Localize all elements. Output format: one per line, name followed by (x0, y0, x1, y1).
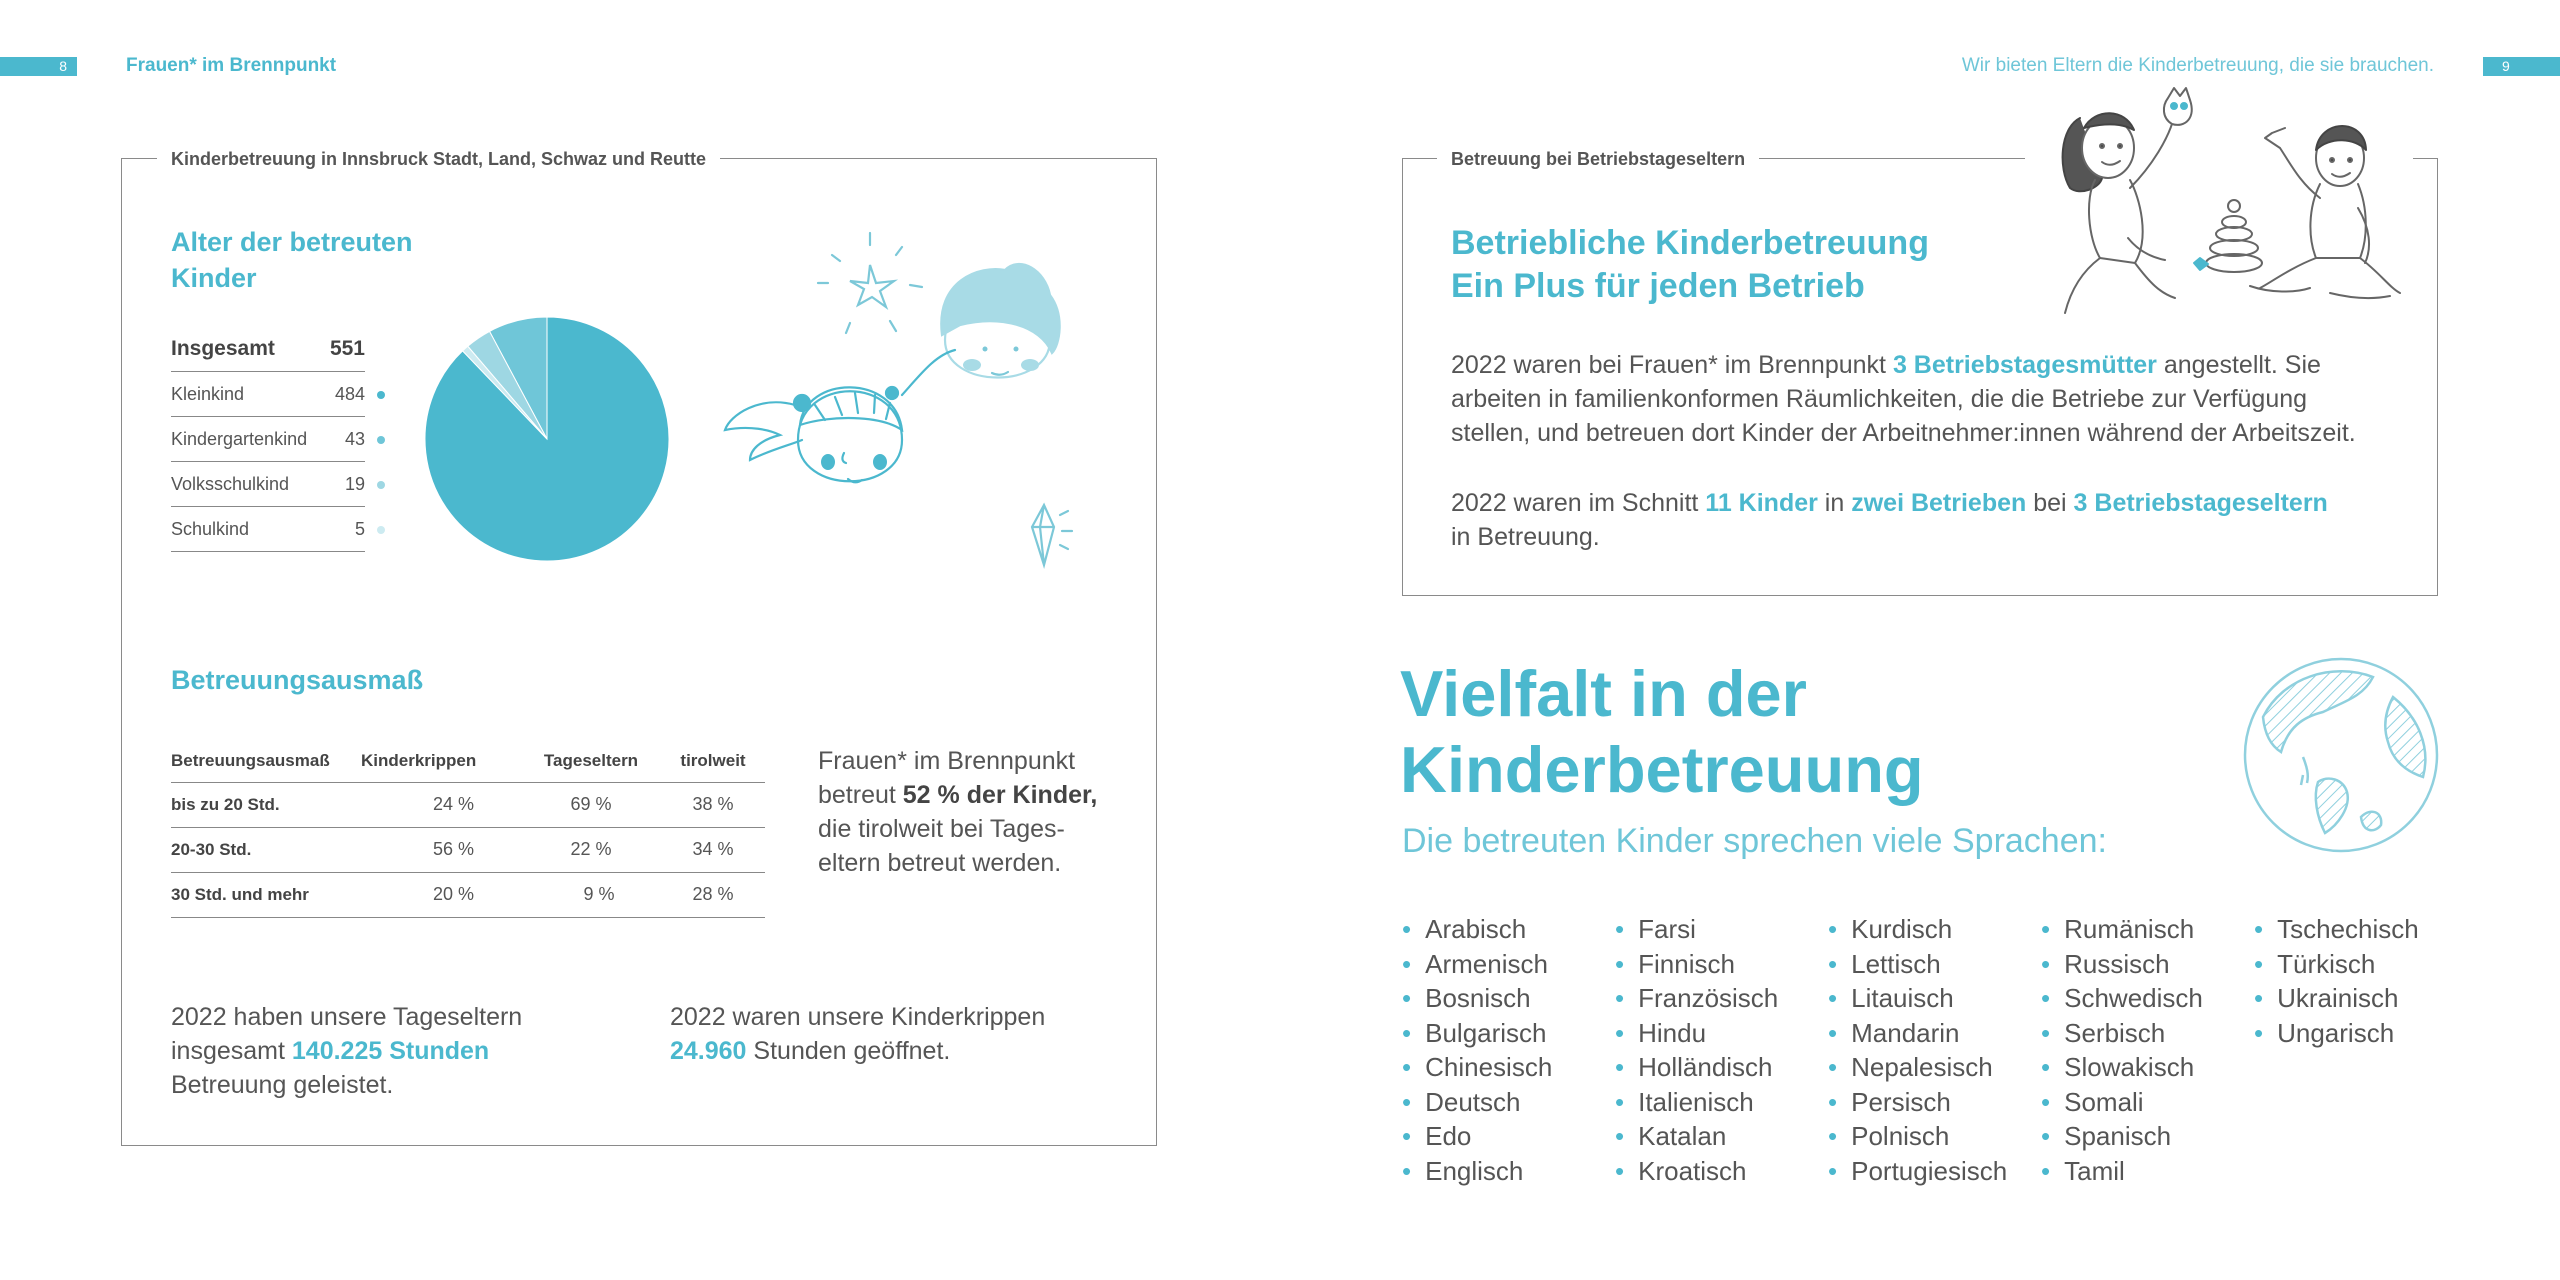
table-cell: 24 % (361, 782, 521, 827)
table-header: Tageseltern (521, 740, 661, 782)
kids-playing-illustration (2040, 88, 2420, 348)
language-item: • Bulgarisch (1402, 1016, 1552, 1051)
children-illustration (720, 225, 1120, 595)
age-value: 5 (354, 519, 365, 539)
language-item: • Polnisch (1828, 1119, 2007, 1154)
language-item: • Bosnisch (1402, 981, 1552, 1016)
age-row (171, 507, 365, 552)
language-item: • Tamil (2041, 1154, 2203, 1189)
age-value: 484 (334, 384, 365, 404)
side-note: Frauen* im Brennpunkt betreut 52 % der Kinder, die tirolweit bei Tages- eltern betreut werden. (818, 747, 1098, 877)
language-item: • Spanisch (2041, 1119, 2203, 1154)
language-item: • Kroatisch (1615, 1154, 1778, 1189)
language-item: • Rumänisch (2041, 912, 2203, 947)
language-item: • Arabisch (1402, 912, 1552, 947)
stat-krippen: 2022 waren unsere Kinderkrippen 24.960 Stunden geöffnet. (670, 1003, 1046, 1065)
language-item: • Kurdisch (1828, 912, 2007, 947)
stat-tageseltern: 2022 haben unsere Tageseltern insgesamt 140.225 Stunden Betreuung geleistet. (171, 1003, 523, 1099)
page-number-right: 9 (2483, 57, 2560, 76)
age-row (171, 417, 365, 462)
age-label: Kleinkind (171, 384, 245, 404)
table-cell: 22 % (521, 827, 661, 872)
age-value: 43 (344, 429, 365, 449)
betrieb-para-1: 2022 waren bei Frauen* im Brennpunkt 3 Betriebstagesmütter angestellt. Sie arbeiten in familienkonformen Räumlichkeiten, die die Betriebe zur Verfügung stellen, und betreuen dort Kinder der Arbeitnehmer:innen während der Arbeitszeit. (1451, 351, 2356, 447)
age-label: Volksschulkind (171, 474, 290, 494)
vielfalt-subtitle: Die betreuten Kinder sprechen viele Sprachen: (1402, 822, 2107, 860)
childcare-frame-title: Kinderbetreuung in Innsbruck Stadt, Land, Schwaz und Reutte (157, 148, 720, 170)
star-icon (850, 265, 894, 307)
legend-dot (377, 391, 385, 399)
language-item: • Farsi (1615, 912, 1778, 947)
betrieb-heading: Betriebliche Kinderbetreuung Ein Plus für jeden Betrieb (1451, 224, 1929, 305)
language-item: • Russisch (2041, 947, 2203, 982)
table-cell: 38 % (661, 782, 765, 827)
language-column (2254, 912, 2419, 1050)
language-item: • Französisch (1615, 981, 1778, 1016)
language-column (1615, 912, 1778, 1188)
vielfalt-title: Vielfalt in der Kinderbetreuung (1400, 657, 1924, 806)
table-row (171, 782, 765, 827)
age-label: Kindergartenkind (171, 429, 308, 449)
table-cell: 34 % (661, 827, 765, 872)
language-item: • Nepalesisch (1828, 1050, 2007, 1085)
legend-dot (377, 436, 385, 444)
legend-dot (377, 526, 385, 534)
language-item: • Serbisch (2041, 1016, 2203, 1051)
language-item: • Litauisch (1828, 981, 2007, 1016)
betreuung-heading: Betreuungsausmaß (171, 665, 424, 695)
table-header: Kinderkrippen (361, 740, 521, 782)
language-item: • Hindu (1615, 1016, 1778, 1051)
age-label: Schulkind (171, 519, 250, 539)
language-item: • Portugiesisch (1828, 1154, 2007, 1189)
age-heading: Alter der betreuten Kinder (171, 227, 413, 293)
table-header: tirolweit (661, 740, 765, 782)
language-item: • Chinesisch (1402, 1050, 1552, 1085)
language-column (2041, 912, 2203, 1188)
table-cell: 30 Std. und mehr (171, 872, 361, 917)
language-item: • Armenisch (1402, 947, 1552, 982)
language-item: • Lettisch (1828, 947, 2007, 982)
language-item: • Somali (2041, 1085, 2203, 1120)
age-total-row (171, 334, 365, 372)
language-item: • Ukrainisch (2254, 981, 2419, 1016)
language-item: • Holländisch (1615, 1050, 1778, 1085)
language-item: • Italienisch (1615, 1085, 1778, 1120)
running-header-left: Frauen* im Brennpunkt (126, 55, 337, 76)
table-cell: 28 % (661, 872, 765, 917)
language-item: • Persisch (1828, 1085, 2007, 1120)
table-cell: bis zu 20 Std. (171, 782, 361, 827)
language-item: • Finnisch (1615, 947, 1778, 982)
table-cell: 69 % (521, 782, 661, 827)
page-number-left: 8 (0, 57, 77, 76)
age-row (171, 462, 365, 507)
language-item: • Slowakisch (2041, 1050, 2203, 1085)
running-header-right: Wir bieten Eltern die Kinderbetreuung, die sie brauchen. (1961, 55, 2434, 76)
table-row (171, 872, 765, 917)
language-column (1402, 912, 1552, 1188)
legend-dot (377, 481, 385, 489)
language-item: • Ungarisch (2254, 1016, 2419, 1051)
age-row (171, 372, 365, 417)
table-cell: 56 % (361, 827, 521, 872)
language-item: • Edo (1402, 1119, 1552, 1154)
age-pie-chart (424, 316, 670, 562)
betreuung-table (171, 740, 765, 918)
table-header: Betreuungsausmaß (171, 740, 361, 782)
age-total-value: 551 (329, 337, 365, 360)
language-item: • Katalan (1615, 1119, 1778, 1154)
language-item: • Türkisch (2254, 947, 2419, 982)
table-cell: 20 % (361, 872, 521, 917)
table-row (171, 827, 765, 872)
language-item: • Schwedisch (2041, 981, 2203, 1016)
language-item: • Mandarin (1828, 1016, 2007, 1051)
language-column (1828, 912, 2007, 1188)
table-cell: 20-30 Std. (171, 827, 361, 872)
table-header-row (171, 740, 765, 782)
age-value: 19 (344, 474, 365, 494)
globe-icon (2243, 657, 2439, 853)
age-list (171, 334, 365, 552)
language-item: • Deutsch (1402, 1085, 1552, 1120)
language-item: • Tschechisch (2254, 912, 2419, 947)
betrieb-frame-title: Betreuung bei Betriebstageseltern (1437, 148, 1759, 170)
table-cell: 9 % (521, 872, 661, 917)
crystal-icon (1032, 505, 1054, 565)
betrieb-para-2: 2022 waren im Schnitt 11 Kinder in zwei Betrieben bei 3 Betriebstageseltern in Betreuung. (1451, 489, 2328, 551)
age-total-label: Insgesamt (171, 337, 275, 360)
language-item: • Englisch (1402, 1154, 1552, 1189)
